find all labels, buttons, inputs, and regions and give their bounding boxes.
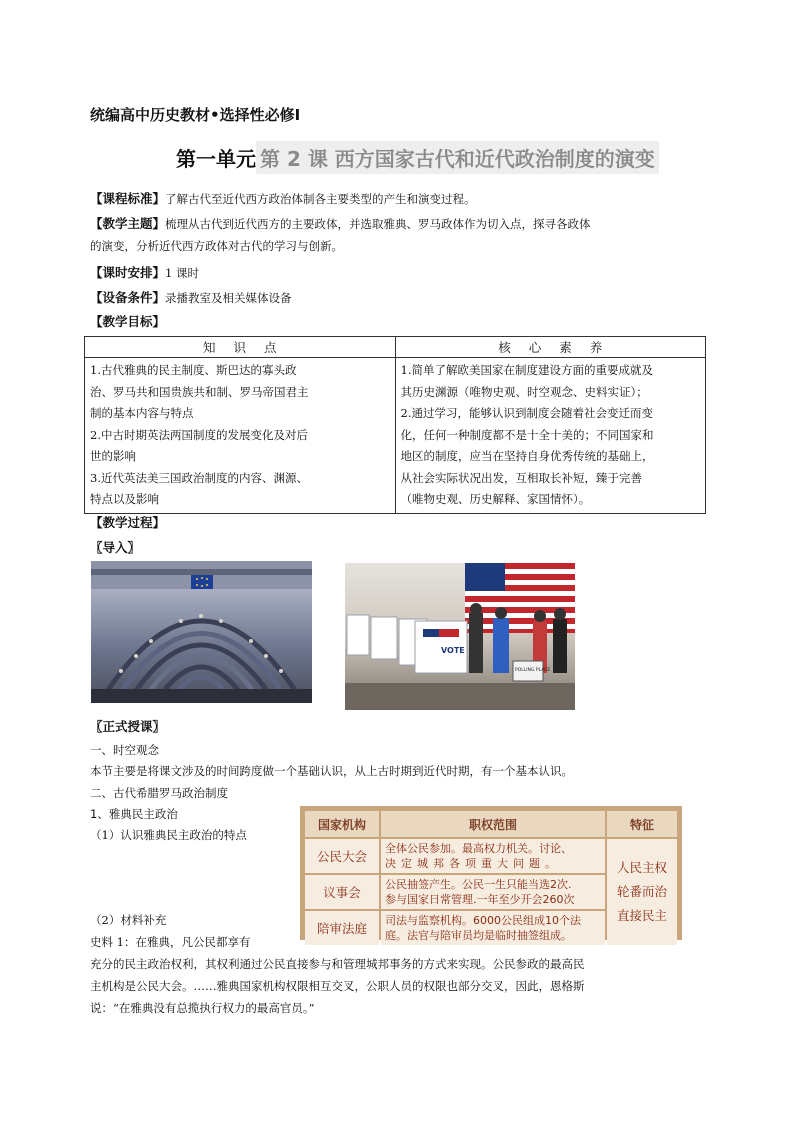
scope-line: 全体公民参加。最高权力机关。讨论、 (385, 842, 572, 855)
section-2-title: 二、古代希腊罗马政治制度 (90, 786, 228, 800)
lesson-name: 第 2 课 西方国家古代和近代政治制度的演变 (256, 141, 659, 174)
material-1-line-4: 说：“在雅典没有总揽执行权力的最高官员。” (90, 1001, 315, 1015)
standard-label: 【课程标准】 (90, 191, 166, 206)
polling-sign: POLLING PLACE (515, 668, 551, 673)
scope-line: 司法与监察机构。6000公民组成10个法 (385, 914, 581, 927)
literacy-line: 2.通过学习，能够认识到制度会随着社会变迁而变 (400, 406, 653, 420)
scope-line: 决定城邦各项重大问题。 (385, 857, 561, 870)
equipment-text: 录播教室及相关媒体设备 (165, 291, 292, 305)
knowledge-cell (85, 358, 396, 514)
literacy-line: （唯物史观、历史解释、家国情怀）。 (400, 492, 591, 506)
literacy-line: 地区的制度，应当在坚持自身优秀传统的基础上， (400, 449, 654, 463)
subsection-1-item-1: （1）认识雅典民主政治的特点 (90, 828, 247, 842)
literacy-line: 化，任何一种制度都不是十全十美的；不同国家和 (400, 427, 654, 442)
scope-line: 公民抽签产生。公民一生只能当选2次. (385, 878, 572, 891)
material-1-line-2: 充分的民主政治权利，其权利通过公民直接参与和管理城邦事务的方式来实现。公民参政的最高民 (90, 957, 585, 971)
institution-table (303, 809, 679, 947)
knowledge-line: 治、罗马共和国贵族共和制、罗马帝国君主 (90, 384, 309, 399)
institution-name: 议事会 (305, 875, 379, 909)
parliament-photo (91, 561, 312, 703)
feature-cell (607, 839, 677, 945)
schedule (90, 262, 199, 284)
literacy-header: 核心素养 (395, 337, 706, 358)
vote-sign: VOTE (441, 646, 465, 655)
literacy-cell (395, 358, 706, 514)
standard-text: 了解古代至近代西方政治体制各主要类型的产生和演变过程。 (165, 192, 476, 206)
theme-line-2: 的演变，分析近代西方政体对古代的学习与创新。 (90, 239, 343, 253)
equipment (90, 287, 292, 309)
feature-item: 直接民主 (616, 908, 667, 923)
schedule-label: 【课时安排】 (90, 265, 166, 280)
unit-label: 第一单元 (176, 146, 256, 171)
section-1-text: 本节主要是将课文涉及的时间跨度做一个基础认识，从上古时期到近代时期，有一个基本认识。 (90, 764, 573, 778)
process-label: 【教学过程】 (90, 515, 166, 530)
institution-scope (381, 875, 605, 909)
knowledge-line: 1.古代雅典的民主制度、斯巴达的寡头政 (90, 363, 297, 377)
knowledge-line: 3.近代英法美三国政治制度的内容、渊源、 (90, 470, 308, 485)
literacy-line: 其历史渊源（唯物史观、时空观念、史料实证）； (400, 384, 648, 399)
institution-table-frame (300, 806, 682, 940)
theme-label: 【教学主题】 (90, 216, 166, 231)
theme-line-1: 梳理从古代到近代西方的主要政体，并选取雅典、罗马政体作为切入点，探寻各政体 (165, 217, 591, 231)
parliament-illustration (91, 561, 312, 703)
institution-name: 公民大会 (305, 839, 379, 873)
knowledge-line: 2.中古时期英法两国制度的发展变化及对后 (90, 427, 308, 442)
course-standard (90, 188, 476, 210)
knowledge-line: 世的影响 (90, 449, 136, 463)
scope-line: 参与国家日常管理.一年至少开会260次 (385, 893, 575, 906)
subsection-1-title: 1、雅典民主政治 (90, 807, 178, 821)
goals-table (84, 336, 706, 514)
institution-scope (381, 839, 605, 873)
literacy-line: 从社会实际状况出发，互相取长补短，臻于完善 (400, 470, 642, 485)
intro-label: 〖导入〗 (90, 540, 141, 555)
scope-line: 庭。法官与陪审员均是临时抽签组成。 (385, 929, 572, 942)
material-1-line-3: 主机构是公民大会。……雅典国家机构权限相互交叉，公职人员的权限也部分交叉，因此，恩格斯 (90, 979, 585, 993)
schedule-text: 1 课时 (165, 266, 199, 280)
literacy-line: 1.简单了解欧美国家在制度建设方面的重要成就及 (400, 363, 653, 377)
series-title: 统编高中历史教材•选择性必修Ⅰ (90, 106, 301, 124)
equipment-label: 【设备条件】 (90, 290, 166, 305)
formal-label: 〖正式授课〗 (90, 719, 166, 734)
material-1-line-1: 史料 1：在雅典，凡公民都享有 (90, 935, 251, 949)
scope-header: 职权范围 (381, 811, 605, 837)
goals-label: 【教学目标】 (90, 314, 166, 329)
subsection-1-item-2: （2）材料补充 (90, 913, 167, 927)
section-1-title: 一、时空观念 (90, 743, 159, 757)
lesson-title (176, 140, 659, 174)
knowledge-line: 制的基本内容与特点 (90, 406, 194, 420)
feature-item: 人民主权 (616, 860, 667, 875)
voting-illustration (345, 563, 575, 710)
knowledge-header: 知识点 (85, 337, 396, 358)
institution-header: 国家机构 (305, 811, 379, 837)
voting-photo (345, 563, 575, 710)
teaching-theme (90, 213, 710, 257)
knowledge-line: 特点以及影响 (90, 492, 159, 506)
institution-name: 陪审法庭 (305, 911, 379, 945)
feature-header: 特征 (607, 811, 677, 837)
institution-scope (381, 911, 605, 945)
feature-item: 轮番而治 (616, 884, 667, 899)
